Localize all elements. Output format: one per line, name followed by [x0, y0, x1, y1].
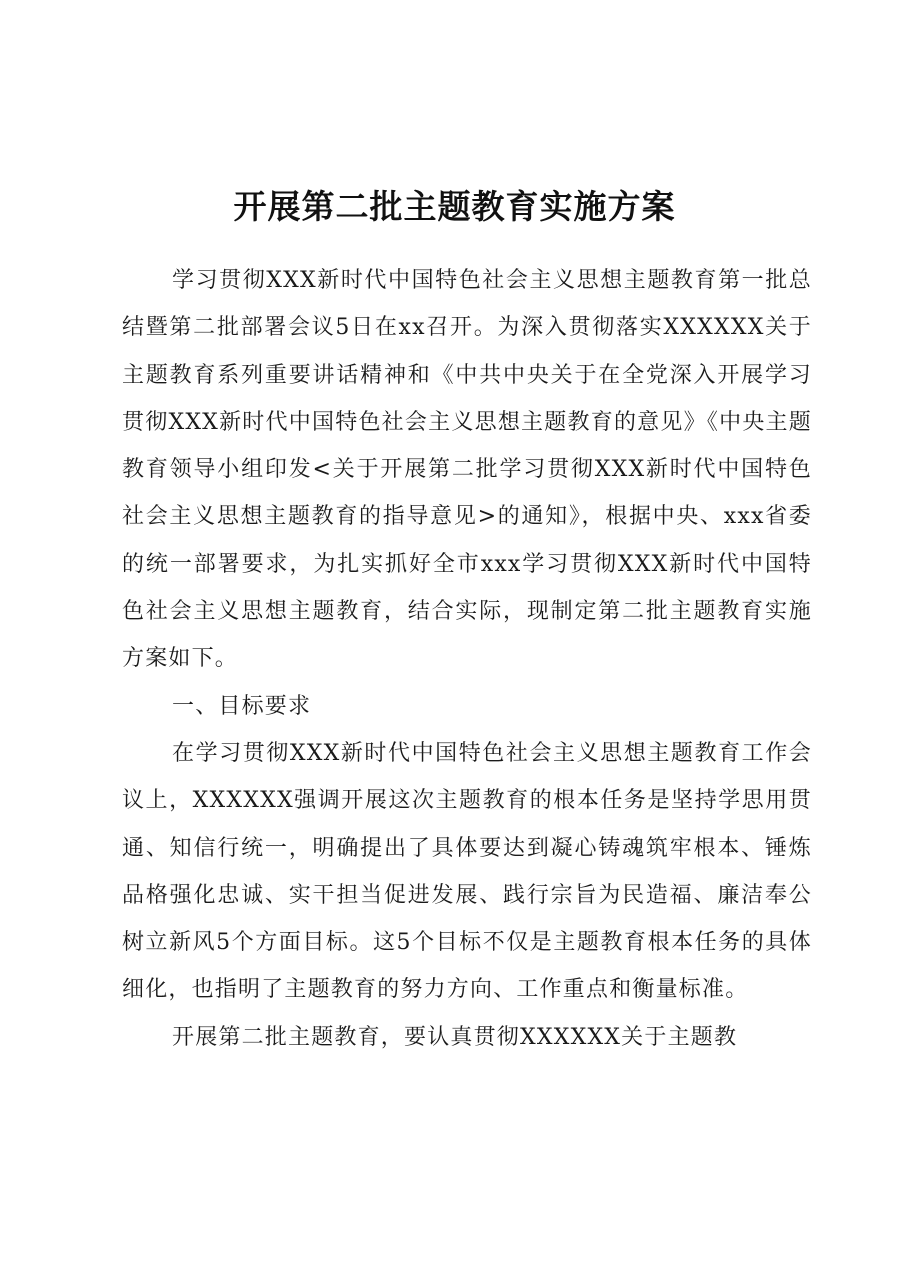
- paragraph-goals: 在学习贯彻XXX新时代中国特色社会主义思想主题教育工作会议上，XXXXXX强调开展这次主题教育的根本任务是坚持学思用贯通、知信行统一，明确提出了具体要达到凝心铸魂筑牢根本、锤炼品格强化忠诚、实干担当促进发展、践行宗旨为民造福、廉洁奉公树立新风5个方面目标。这5个目标不仅是主题教育根本任务的具体细化，也指明了主题教育的努力方向、工作重点和衡量标准。: [122, 740, 812, 1003]
- document-title: 开展第二批主题教育实施方案: [233, 187, 676, 226]
- section-heading-goals: 一、目标要求: [172, 693, 312, 719]
- document-body: [122, 257, 812, 1061]
- paragraph-intro: 学习贯彻XXX新时代中国特色社会主义思想主题教育第一批总结暨第二批部署会议5日在xx召开。为深入贯彻落实XXXXXX关于主题教育系列重要讲话精神和《中共中央关于在全党深入开展学习贯彻XXX新时代中国特色社会主义思想主题教育的意见》《中央主题教育领导小组印发<关于开展第二批学习贯彻XXX新时代中国特色社会主义思想主题教育的指导意见>的通知》，根据中央、xxx省委的统一部署要求，为扎实抓好全市xxx学习贯彻XXX新时代中国特色社会主义思想主题教育，结合实际，现制定第二批主题教育实施方案如下。: [122, 268, 812, 672]
- paragraph-second-batch: 开展第二批主题教育，要认真贯彻XXXXXX关于主题教: [172, 1024, 738, 1050]
